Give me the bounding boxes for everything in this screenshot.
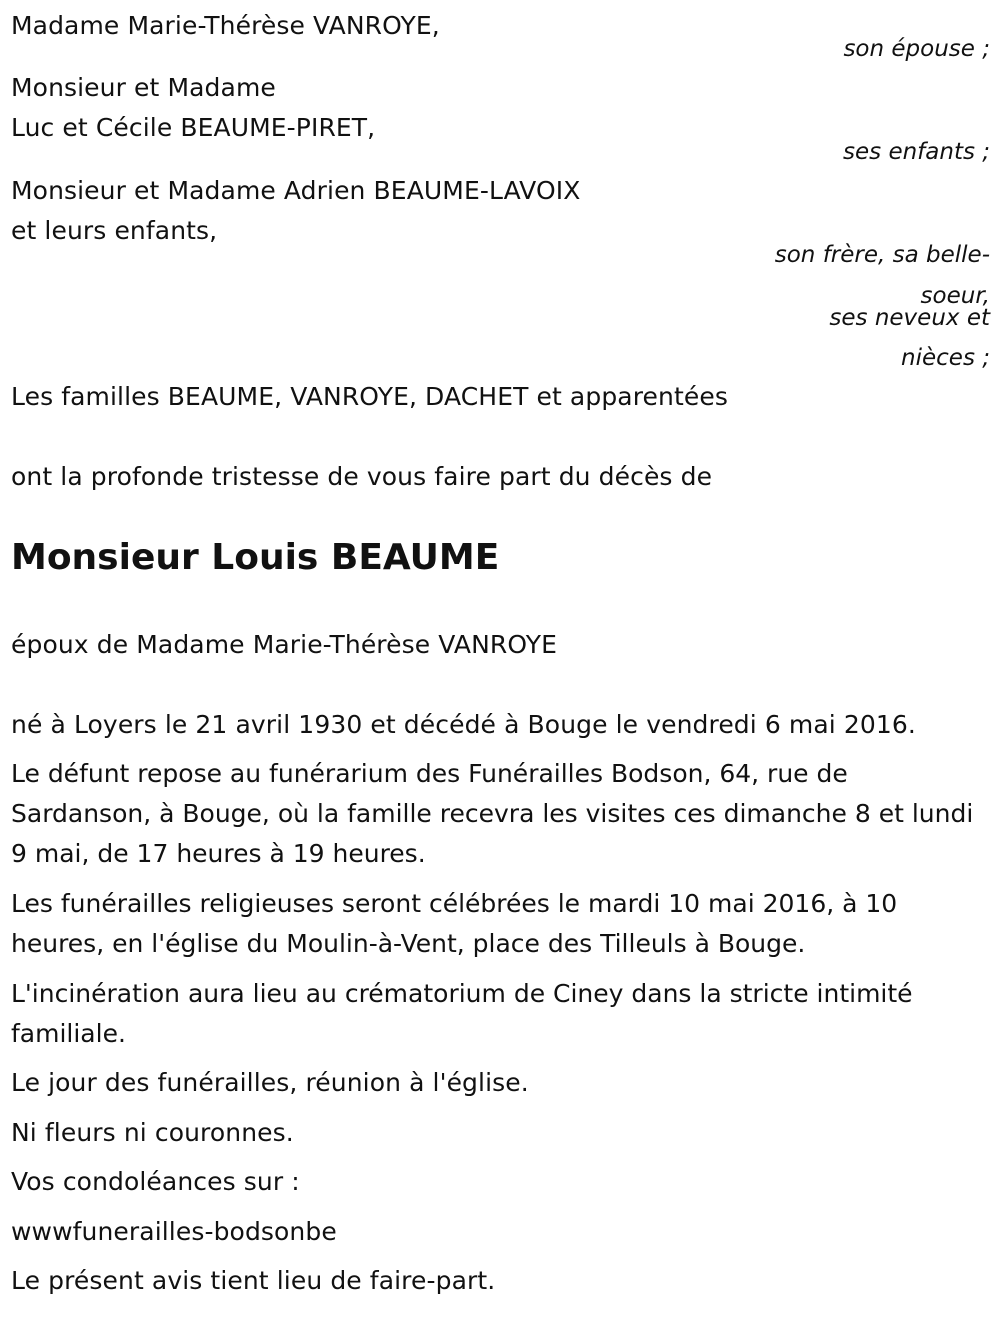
- cremation-paragraph: L'incinération aura lieu au crématorium de Ciney dans la stricte intimité familiale.: [11, 979, 913, 1048]
- spouse-relation: son épouse ;: [843, 36, 990, 62]
- brother-line-1: Monsieur et Madame Adrien BEAUME-LAVOIX: [11, 176, 581, 205]
- funeral-paragraph: Les funérailles religieuses seront célébrées le mardi 10 mai 2016, à 10 heures, en l'église du Moulin-à-Vent, place des Tilleuls à Bouge.: [11, 889, 898, 958]
- repose-paragraph: Le défunt repose au funérarium des Funérailles Bodson, 64, rue de Sardanson, à Bouge, où la famille recevra les visites ces dimanche 8 et lundi 9 mai, de 17 heures à 19 heures.: [11, 759, 974, 868]
- children-relation: ses enfants ;: [843, 139, 990, 165]
- brother-relation-3: ses neveux et: [829, 305, 990, 331]
- birth-death-line: né à Loyers le 21 avril 1930 et décédé à Bouge le vendredi 6 mai 2016.: [11, 710, 916, 739]
- children-line-1: Monsieur et Madame: [11, 73, 276, 102]
- children-line-2: Luc et Cécile BEAUME-PIRET,: [11, 113, 376, 142]
- flowers-line: Ni fleurs ni couronnes.: [11, 1118, 294, 1147]
- brother-line-2: et leurs enfants,: [11, 216, 218, 245]
- brother-relation-1: son frère, sa belle-: [774, 242, 990, 268]
- condolences-label: Vos condoléances sur :: [11, 1167, 300, 1196]
- gathering-line: Le jour des funérailles, réunion à l'église.: [11, 1068, 529, 1097]
- brother-relation-2: soeur,: [920, 283, 990, 309]
- deceased-name: Monsieur Louis BEAUME: [11, 537, 500, 578]
- website-link[interactable]: wwwfunerailles-bodsonbe: [11, 1217, 337, 1246]
- brother-relation-4: nièces ;: [901, 345, 990, 371]
- intro-line: ont la profonde tristesse de vous faire part du décès de: [11, 462, 713, 491]
- notice-line: Le présent avis tient lieu de faire-part.: [11, 1266, 496, 1295]
- spouse-name: Madame Marie-Thérèse VANROYE,: [11, 11, 440, 40]
- families-line: Les familles BEAUME, VANROYE, DACHET et apparentées: [11, 382, 728, 411]
- spouse-of-line: époux de Madame Marie-Thérèse VANROYE: [11, 630, 558, 659]
